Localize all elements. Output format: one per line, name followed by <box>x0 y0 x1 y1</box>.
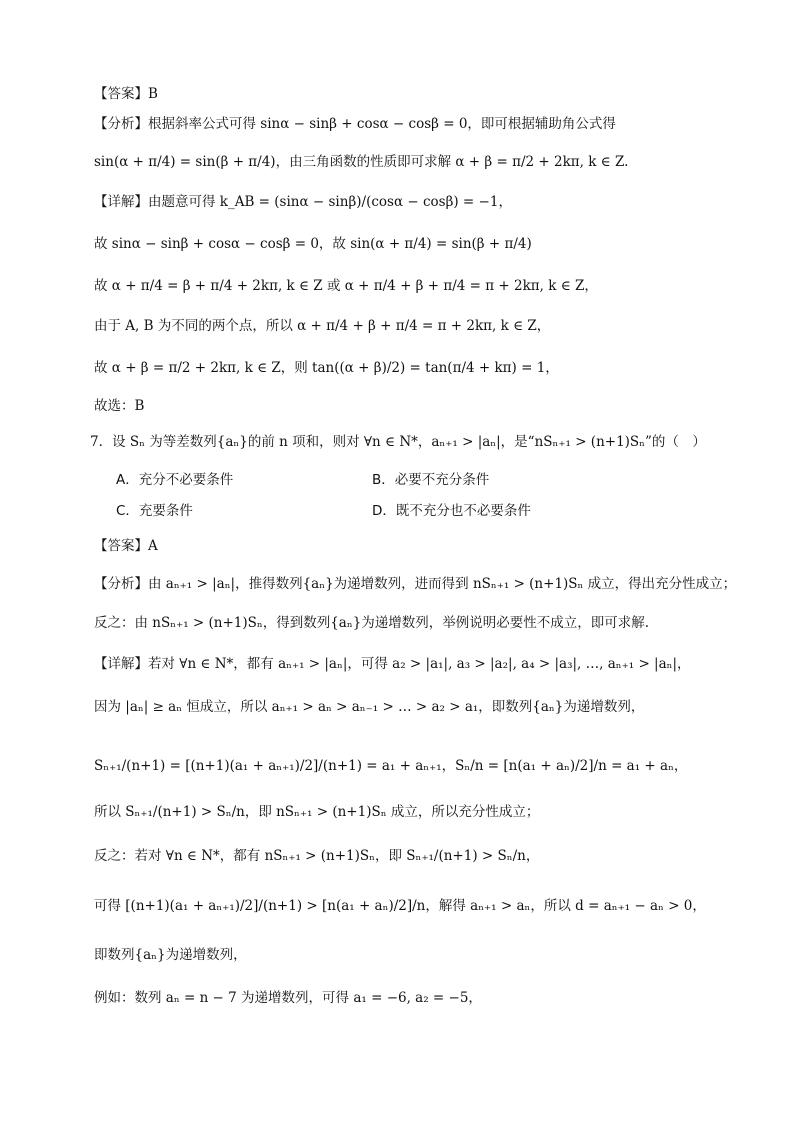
q7-detail-line-7 <box>94 945 754 965</box>
detail-text: 故 α + π/4 = β + π/4 + 2kπ, k ∈ Z 或 α + π/4 + β + π/4 = π + 2kπ, k ∈ Z， <box>94 278 598 294</box>
q7-detail-line-3 <box>94 756 754 776</box>
q6-detail-line-3 <box>94 276 754 296</box>
q7-detail-line-2 <box>94 697 754 717</box>
detail-text: 可得 [(n+1)(a₁ + aₙ₊₁)/2]/(n+1) > [n(a₁ + aₙ)/2]/n，解得 aₙ₊₁ > aₙ，所以 d = aₙ₊₁ − aₙ > 0， <box>94 898 706 914</box>
option-b: B．必要不充分条件 <box>372 472 490 488</box>
q7-detail-line-6 <box>94 896 754 916</box>
q6-detail-line-4 <box>94 316 754 336</box>
q7-analysis-line-1 <box>94 574 754 594</box>
detail-text: 所以 Sₙ₊₁/(n+1) > Sₙ/n，即 nSₙ₊₁ > (n+1)Sₙ 成立，所以充分性成立； <box>94 804 540 820</box>
detail-text: 因为 |aₙ| ≥ aₙ 恒成立，所以 aₙ₊₁ > aₙ > aₙ₋₁ > … > a₂ > a₁，即数列{aₙ}为递增数列， <box>94 699 645 715</box>
option-c: C．充要条件 <box>116 503 193 519</box>
option-a: A．充分不必要条件 <box>116 472 234 488</box>
q6-detail-line-2 <box>94 234 754 254</box>
q6-analysis-line-2 <box>94 152 754 172</box>
detail-label: 【详解】 <box>94 656 148 672</box>
detail-text: 反之：若对 ∀n ∈ N*，都有 nSₙ₊₁ > (n+1)Sₙ，即 Sₙ₊₁/(n+1) > Sₙ/n， <box>94 848 540 864</box>
analysis-text: 根据斜率公式可得 sinα − sinβ + cosα − cosβ = 0，即可根据辅助角公式得 <box>148 116 616 132</box>
detail-text: 故 sinα − sinβ + cosα − cosβ = 0，故 sin(α + π/4) = sin(β + π/4) <box>94 236 532 252</box>
q7-analysis-line-2 <box>94 613 754 633</box>
q6-answer-line <box>94 84 754 104</box>
q6-detail-line-1 <box>94 192 754 212</box>
detail-label: 【详解】 <box>94 194 148 210</box>
q7-detail-line-1 <box>94 654 754 674</box>
q6-choice-line <box>94 396 754 416</box>
detail-text: 由题意可得 k_AB = (sinα − sinβ)/(cosα − cosβ) = −1， <box>148 194 512 210</box>
detail-text: 故 α + β = π/2 + 2kπ, k ∈ Z，则 tan((α + β)/2) = tan(π/4 + kπ) = 1， <box>94 360 559 376</box>
analysis-text: 反之：由 nSₙ₊₁ > (n+1)Sₙ，得到数列{aₙ}为递增数列，举例说明必要性不成立，即可求解. <box>94 615 650 631</box>
analysis-label: 【分析】 <box>94 576 148 592</box>
q7-detail-line-4 <box>94 802 754 822</box>
option-d: D．既不充分也不必要条件 <box>372 503 531 519</box>
detail-text: 即数列{aₙ}为递增数列， <box>94 947 247 963</box>
analysis-text: sin(α + π/4) = sin(β + π/4)，由三角函数的性质即可求解 α + β = π/2 + 2kπ, k ∈ Z. <box>94 154 629 170</box>
q6-detail-line-5 <box>94 358 754 378</box>
q6-analysis-line-1 <box>94 114 754 134</box>
q7-detail-line-5 <box>94 846 754 866</box>
detail-text: 由于 A, B 为不同的两个点，所以 α + π/4 + β + π/4 = π + 2kπ, k ∈ Z， <box>94 318 551 334</box>
q7-stem <box>90 432 754 452</box>
question-stem: 7．设 Sₙ 为等差数列{aₙ}的前 n 项和，则对 ∀n ∈ N*，aₙ₊₁ > |aₙ|，是“nSₙ₊₁ > (n+1)Sₙ”的（ ） <box>90 434 706 450</box>
detail-text: Sₙ₊₁/(n+1) = [(n+1)(a₁ + aₙ₊₁)/2]/(n+1) = a₁ + aₙ₊₁，Sₙ/n = [n(a₁ + aₙ)/2]/n = a₁ + aₙ， <box>94 758 688 774</box>
choice-text: 故选：B <box>94 398 145 414</box>
detail-text: 若对 ∀n ∈ N*，都有 aₙ₊₁ > |aₙ|，可得 a₂ > |a₁|, a₃ > |a₂|, a₄ > |a₃|, …, aₙ₊₁ > |aₙ|， <box>148 656 691 672</box>
answer-value: A <box>148 538 158 554</box>
analysis-text: 由 aₙ₊₁ > |aₙ|，推得数列{aₙ}为递增数列，进而得到 nSₙ₊₁ > (n+1)Sₙ 成立，得出充分性成立； <box>148 576 737 592</box>
q7-answer-line <box>94 536 754 556</box>
answer-label: 【答案】 <box>94 538 148 554</box>
analysis-label: 【分析】 <box>94 116 148 132</box>
detail-text: 例如：数列 aₙ = n − 7 为递增数列，可得 a₁ = −6, a₂ = −5， <box>94 990 482 1006</box>
answer-value: B <box>148 86 158 102</box>
answer-label: 【答案】 <box>94 86 148 102</box>
q7-detail-line-8 <box>94 988 754 1008</box>
